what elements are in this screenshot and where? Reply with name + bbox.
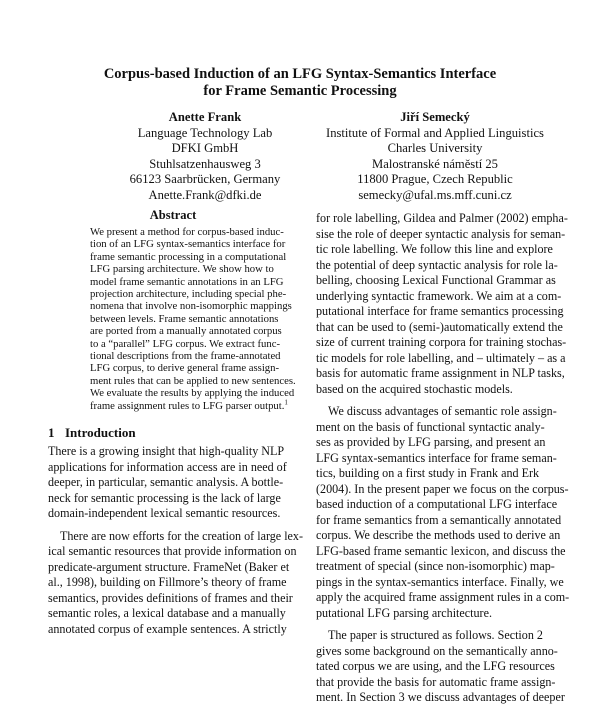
footnote-mark: 1 — [284, 398, 288, 407]
body-line: deeper, in particular, semantic analysis. A bottle- — [48, 475, 284, 489]
body-line: semantics, provides definitions of frames and their — [48, 590, 293, 605]
abstract-line: frame assignment rules to LFG parser output. — [90, 399, 285, 412]
body-line: tics, building on a first study in Frank and Erk — [316, 466, 540, 480]
author-affiliation-line: 66123 Saarbrücken, Germany — [129, 172, 281, 186]
body-line: sise the role of deeper syntactic analysis for seman- — [316, 226, 566, 241]
body-line: domain-independent lexical semantic resources. — [48, 506, 281, 520]
body-line: pings in the syntax-semantics interface. Finally, we — [316, 574, 564, 589]
body-line: al., 1998), building on Fillmore’s theory of frame — [48, 575, 287, 589]
body-line: (2004). In the present paper we focus on the corpus- — [316, 481, 569, 496]
right-column-body — [316, 211, 574, 706]
author-block-2 — [300, 110, 570, 203]
abstract-line: ment rules that can be applied to new sentences. — [90, 374, 296, 387]
abstract-line: model frame semantic annotations in an LFG — [90, 275, 284, 288]
body-line: size of current training corpora for training stochas- — [316, 335, 567, 349]
body-line: neck for semantic processing is the lack of large — [48, 490, 281, 505]
body-line: for role labelling, Gildea and Palmer (2002) empha- — [316, 211, 568, 225]
abstract-line: frame semantic processing in a computational — [90, 250, 287, 263]
abstract-line: are ported from a manually annotated corpus — [90, 325, 282, 338]
body-line: semantic roles, a lexical database and a manually — [48, 606, 286, 620]
section-heading — [48, 425, 136, 441]
body-line: tic models for role labelling, and – ultimately – as a — [316, 350, 566, 365]
author-affiliation-line: DFKI GmbH — [171, 141, 239, 155]
body-line: putational LFG parsing architecture. — [316, 605, 492, 620]
body-line: predicate-argument structure. FrameNet (Baker et — [48, 559, 290, 574]
body-line: basis for automatic frame assignment in NLP tasks, — [316, 366, 565, 380]
left-column-body — [48, 444, 304, 637]
section-number: 1 — [48, 425, 55, 440]
body-line: ses as provided by LFG parsing, and present an — [316, 435, 546, 449]
paragraph-gap — [316, 621, 574, 628]
author-affiliation-line: Charles University — [387, 141, 483, 155]
body-line: belling, choosing Lexical Functional Grammar as — [316, 273, 556, 287]
body-line: There are now efforts for the creation of large lex- — [60, 528, 303, 543]
body-line: ment. In Section 3 we discuss advantages of deeper — [316, 690, 565, 704]
body-line: tated corpus we are using, and the LFG resources — [316, 659, 555, 673]
title-line-2: for Frame Semantic Processing — [203, 83, 397, 99]
author-block-1 — [85, 110, 325, 203]
body-line: that provide the basis for automatic frame assign- — [316, 674, 556, 689]
body-line: based induction of a computational LFG interface — [316, 497, 558, 511]
body-line: ical semantic resources that provide information on — [48, 544, 297, 558]
paper-title — [0, 66, 600, 100]
body-line: that can be used to (semi-)automatically extend the — [316, 319, 563, 334]
abstract-heading: Abstract — [149, 208, 197, 222]
body-line: tic role labelling. We follow this line and explore — [316, 242, 553, 256]
abstract-body — [90, 226, 318, 412]
body-line: underlying syntactic framework. We aim at a com- — [316, 288, 562, 303]
abstract-line: tional descriptions from the frame-annotated — [90, 350, 281, 363]
abstract-line: nomena that involve non-isomorphic mappings — [90, 300, 292, 313]
author-affiliation-line: Stuhlsatzenhausweg 3 — [149, 156, 261, 171]
abstract-line: to a “parallel” LFG corpus. We extract func- — [90, 337, 281, 350]
body-line: the potential of deep syntactic analysis for role la- — [316, 257, 558, 272]
body-line: ment on the basis of functional syntactic analy- — [316, 419, 545, 434]
body-line: treatment of special (since non-isomorphic) map- — [316, 559, 555, 573]
body-line: annotated corpus of example sentences. A strictly — [48, 621, 287, 636]
body-line: The paper is structured as follows. Section 2 — [328, 628, 543, 642]
abstract-last-line — [90, 400, 318, 412]
author-name: Jiří Semecký — [400, 110, 470, 124]
paragraph-gap — [316, 397, 574, 404]
author-affiliation-line: Language Technology Lab — [137, 125, 273, 140]
author-name: Anette Frank — [168, 110, 242, 124]
body-line: based on the acquired stochastic models. — [316, 381, 513, 396]
abstract-line: We present a method for corpus-based induc- — [90, 226, 284, 238]
body-line: applications for information access are in need of — [48, 459, 287, 474]
title-line-1: Corpus-based Induction of an LFG Syntax-Semantics Interface — [103, 66, 497, 82]
body-line: putational interface for frame semantics processing — [316, 304, 564, 318]
abstract-line: between levels. Frame semantic annotations — [90, 312, 279, 325]
body-line: LFG-based frame semantic lexicon, and discuss the — [316, 543, 566, 558]
body-line: There is a growing insight that high-quality NLP — [48, 444, 285, 458]
author-affiliation-line: Malostranské náměstí 25 — [372, 156, 498, 171]
body-line: corpus. We describe the methods used to derive an — [316, 528, 561, 542]
abstract-line: LFG corpus, to derive general frame assign- — [90, 362, 280, 375]
author-email: Anette.Frank@dfki.de — [148, 187, 262, 202]
author-email: semecky@ufal.ms.mff.cuni.cz — [358, 187, 512, 202]
body-line: LFG syntax-semantics interface for frame seman- — [316, 450, 557, 465]
body-line: for frame semantics from a semantically annotated — [316, 512, 562, 527]
author-affiliation-line: 11800 Prague, Czech Republic — [357, 172, 513, 186]
abstract-line: LFG parsing architecture. We show how to — [90, 263, 274, 276]
body-line: apply the acquired frame assignment rules in a com- — [316, 590, 570, 604]
abstract-line: tion of an LFG syntax-semantics interface for — [90, 238, 286, 251]
body-line: gives some background on the semantically anno- — [316, 643, 558, 658]
section-title: Introduction — [65, 425, 136, 440]
body-line: We discuss advantages of semantic role assign- — [328, 404, 557, 418]
author-affiliation-line: Institute of Formal and Applied Linguistics — [326, 125, 544, 140]
paragraph-gap — [48, 522, 304, 529]
abstract-line: projection architecture, including special phe- — [90, 288, 287, 301]
abstract-line: We evaluate the results by applying the induced — [90, 387, 295, 400]
